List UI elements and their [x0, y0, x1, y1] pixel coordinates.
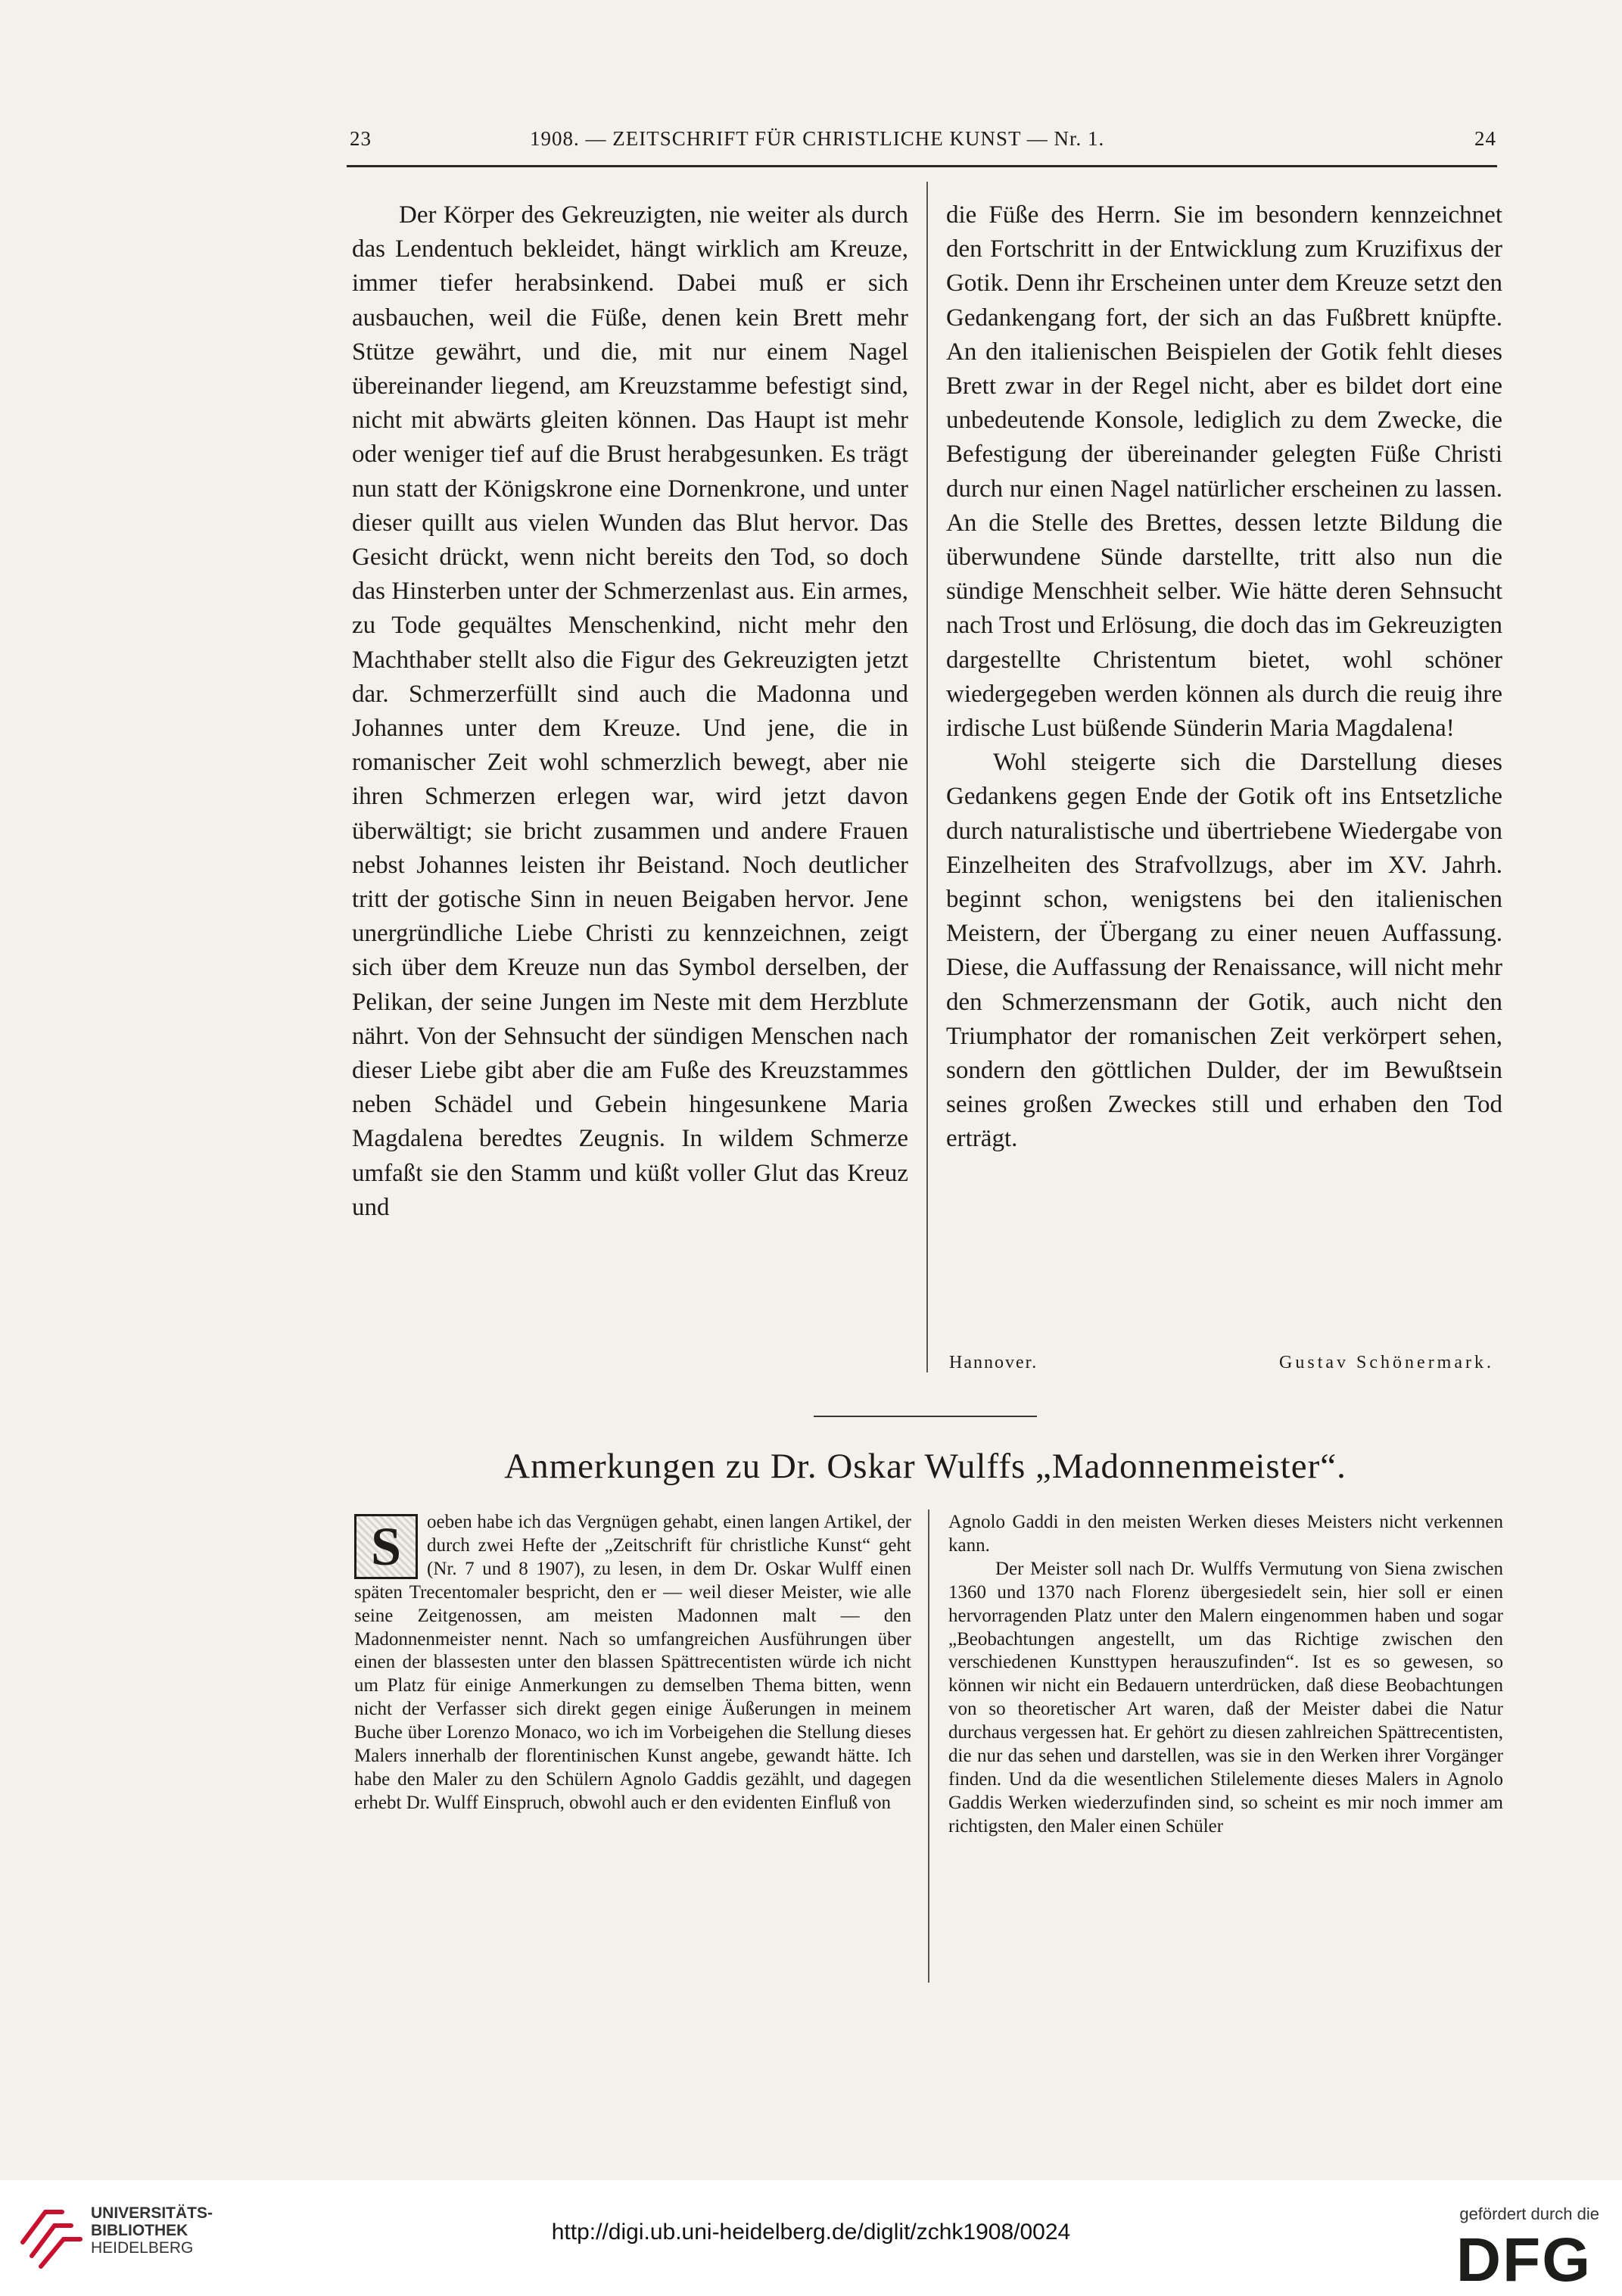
article-column-right	[946, 198, 1502, 1157]
initial-letter: S	[370, 1516, 402, 1577]
article-column-left	[352, 198, 908, 1225]
paragraph: Wohl steigerte sich die Darstellung dieses Gedankens gegen Ende der Gotik oft ins Entsetzliche durch naturalistische und übertriebene Wiedergabe von Einzelheiten des Strafvollzugs, aber im XV. Jahrh. beginnt schon, wenigstens bei den italienischen Meistern, der Übergang zu einer neuen Auffassung. Diese, die Auffassung der Renaissance, will nicht mehr den Schmerzensmann der Gotik, auch nicht den Triumphator der romanischen Zeit verkörpert sehen, sondern den göttlichen Dulder, der im Bewußtsein seines großen Zweckes still und erhaben den Tod erträgt.	[946, 749, 1502, 1153]
dfg-logo[interactable]: DFG	[1455, 2226, 1592, 2294]
signature-place: Hannover.	[949, 1353, 1038, 1372]
decorated-initial	[354, 1514, 418, 1579]
signature-author: Gustav Schönermark.	[1279, 1353, 1494, 1372]
library-name-line: UNIVERSITÄTS-	[91, 2204, 213, 2222]
section-title: Anmerkungen zu Dr. Oskar Wulffs „Madonnenmeister“.	[504, 1447, 1346, 1486]
page-number-left: 23	[350, 127, 372, 150]
notes-column-left	[354, 1511, 911, 1815]
library-name-line: BIBLIOTHEK	[91, 2222, 188, 2239]
paragraph: Der Meister soll nach Dr. Wulffs Vermutung von Siena zwischen 1360 und 1370 nach Florenz übergesiedelt sein, hier soll er einen hervorragenden Platz unter den Malern eingenommen haben und sogar „Beobachtungen angestellt, um das Richtige zwischen den verschiedenen Kunsttypen herauszufinden“. Ist es so gewesen, so können wir nicht ein Bedauern unterdrücken, daß diese Beobachtungen von so theoretischer Art waren, daß der Meister dabei die Natur durchaus vergessen hat. Er gehört zu diesen zahlreichen Spättrecentisten, die nur das sehen und darstellen, was sie in den Werken ihrer Vorgänger finden. Und da die wesentlichen Stilelemente dieses Malers in Agnolo Gaddis Werken wiederzufinden sind, so scheint es mir noch immer am richtigsten, den Maler einen Schüler	[948, 1558, 1503, 1836]
paragraph: Agnolo Gaddi in den meisten Werken dieses Meisters nicht verkennen kann.	[948, 1512, 1503, 1556]
column-divider	[926, 182, 928, 1372]
permalink-url[interactable]: http://digi.ub.uni-heidelberg.de/diglit/zchk1908/0024	[551, 2220, 1071, 2245]
notes-column-right	[948, 1511, 1503, 1839]
sponsor-text: gefördert durch die	[1459, 2204, 1599, 2223]
paragraph: oeben habe ich das Vergnügen gehabt, einen langen Artikel, der durch zwei Hefte der „Zeitschrift für christliche Kunst“ geht (Nr. 7 und 8 1907), zu lesen, in dem Dr. Oskar Wulff einen späten Trecentomaler bespricht, den er — weil dieser Meister, wie alle seine Zeitgenossen, am meisten Madonnen malt — den Madonnenmeister nennt. Nach so umfangreichen Ausführungen über einen der blassesten unter den blassen Spättrecentisten würde ich nicht um Platz für einige Anmerkungen zu demselben Thema bitten, wenn nicht der Verfasser sich direkt gegen einige Äußerungen in meinem Buche über Lorenzo Monaco, wo ich im Vorbeigehen die Stellung dieses Malers innerhalb der florentinischen Kunst angebe, gewandt hätte. Ich habe den Maler zu den Schülern Agnolo Gaddis gezählt, und dagegen erhebt Dr. Wulff Einspruch, obwohl auch er den evidenten Einfluß von	[354, 1512, 911, 1813]
running-title: 1908. — ZEITSCHRIFT FÜR CHRISTLICHE KUNST — Nr. 1.	[530, 127, 1105, 150]
paragraph: Der Körper des Gekreuzigten, nie weiter als durch das Lendentuch bekleidet, hängt wirklich am Kreuze, immer tiefer herabsinkend. Dabei muß er sich ausbauchen, weil die Füße, denen kein Brett mehr Stütze gewährt, und die, mit nur einem Nagel übereinander liegend, am Kreuzstamme befestigt sind, nicht mit abwärts gleiten können. Das Haupt ist mehr oder weniger tief auf die Brust herabgesunken. Es trägt nun statt der Königskrone eine Dornenkrone, und unter dieser quillt aus vielen Wunden das Blut hervor. Das Gesicht drückt, wenn nicht bereits den Tod, so doch das Hinsterben unter der Schmerzenlast aus. Ein armes, zu Tode gequältes Menschenkind, nicht mehr den Machthaber stellt also die Figur des Gekreuzigten jetzt dar. Schmerzerfüllt sind auch die Madonna und Johannes unter dem Kreuze. Und jene, die in romanischer Zeit wohl schmerzlich bewegt, aber nie ihren Schmerzen erlegen war, wird jetzt davon überwältigt; sie bricht zusammen und andere Frauen nebst Johannes leisten ihr Beistand. Noch deutlicher tritt der gotische Sinn in neuen Beigaben hervor. Jene unergründliche Liebe Christi zu kennzeichnen, zeigt sich über dem Kreuze nun das Symbol derselben, der Pelikan, der seine Jungen im Neste mit dem Herzblute nährt. Von der Sehnsucht der sündigen Menschen nach dieser Liebe gibt aber die am Fuße des Kreuzstammes neben Schädel und Gebein hingesunkene Maria Magdalena beredtes Zeugnis. In wildem Schmerze umfaßt sie den Stamm und küßt voller Glut das Kreuz und	[352, 201, 908, 1221]
article-signature	[949, 1353, 1502, 1380]
viewer-footer	[0, 2180, 1622, 2296]
column-divider	[928, 1509, 929, 1983]
paragraph: die Füße des Herrn. Sie im besondern kennzeichnet den Fortschritt in der Entwicklung zum Kruzifixus der Gotik. Denn ihr Erscheinen unter dem Kreuze setzt den Gedankengang fort, der sich an das Fußbrett knüpfte. An den italienischen Beispielen der Gotik fehlt dieses Brett zwar in der Regel nicht, aber es bildet dort eine unbedeutende Konsole, lediglich zu dem Zwecke, die Befestigung der übereinander gelegten Füße Christi durch nur einen Nagel natürlicher erscheinen zu lassen. An die Stelle des Brettes, dessen letzte Bildung die überwundene Sünde darstellte, tritt also nun die sündige Menschheit selber. Wie hätte deren Sehnsucht nach Trost und Erlösung, die doch das im Gekreuzigten dargestellte Christentum bietet, wohl schöner wiedergegeben werden können als durch die reuig ihre irdische Lust büßende Sünderin Maria Magdalena!	[946, 201, 1502, 743]
section-separator	[814, 1416, 1037, 1417]
page-number-right: 24	[1474, 127, 1496, 150]
header-rule	[347, 165, 1497, 167]
library-name-line: HEIDELBERG	[91, 2239, 194, 2257]
